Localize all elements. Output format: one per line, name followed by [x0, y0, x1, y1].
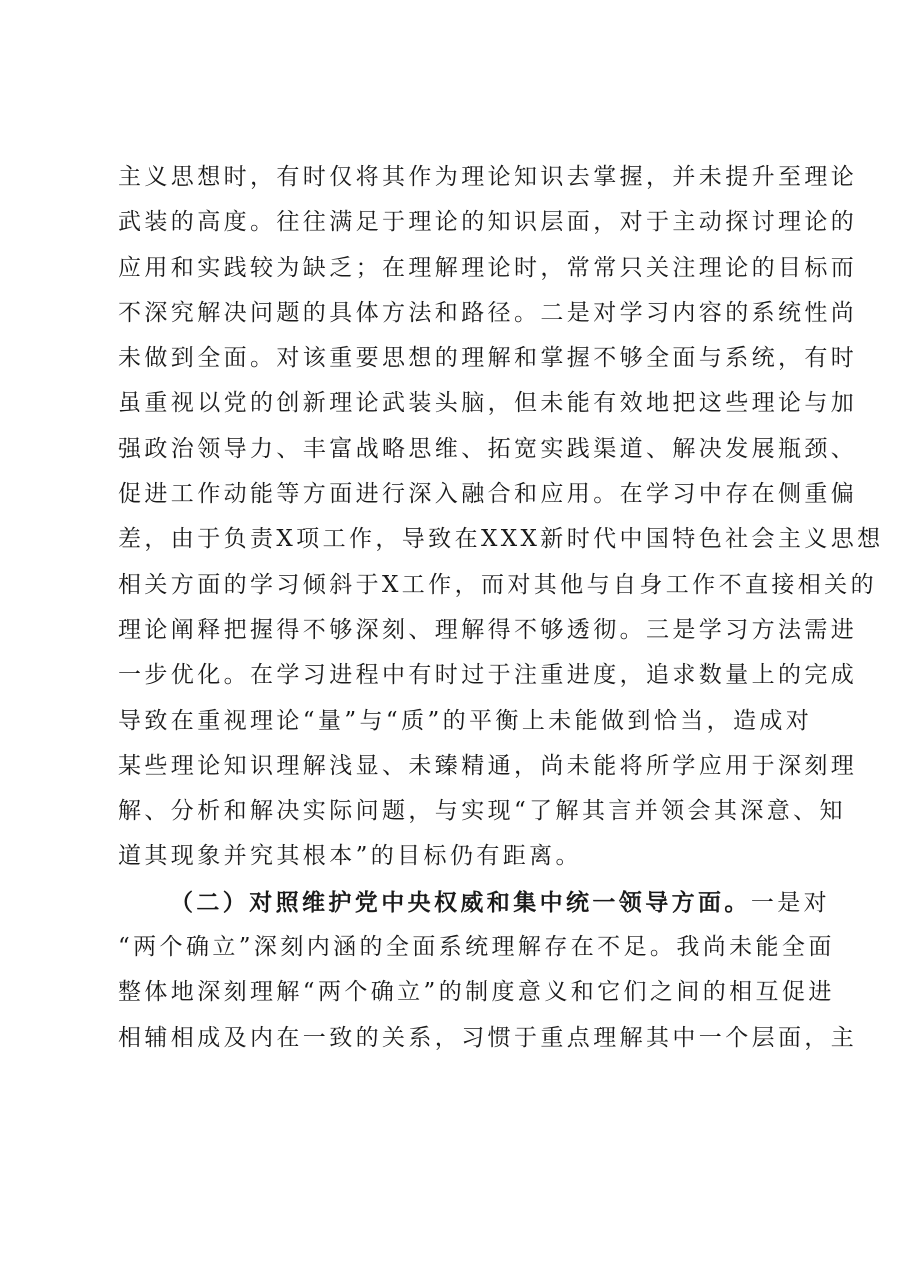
body-line: 理论阐释把握得不够深刻、理解得不够透彻。三是学习方法需进 — [118, 616, 858, 643]
body-line: 未做到全面。对该重要思想的理解和掌握不够全面与系统，有时 — [118, 345, 858, 372]
body-line: 强政治领导力、丰富战略思维、拓宽实践渠道、解决发展瓶颈、 — [118, 435, 858, 462]
document-body — [118, 155, 884, 1061]
body-line: 应用和实践较为缺乏；在理解理论时，常常只关注理论的目标而 — [118, 254, 858, 281]
body-line: 一步优化。在学习进程中有时过于注重进度，追求数量上的完成 — [118, 662, 858, 689]
body-line: 主义思想时，有时仅将其作为理论知识去掌握，并未提升至理论 — [118, 164, 858, 190]
section-heading-continuation: 一是对 — [750, 889, 831, 916]
body-line: “两个确立”深刻内涵的全面系统理解存在不足。我尚未能全面 — [118, 934, 835, 961]
body-line: 促进工作动能等方面进行深入融合和应用。在学习中存在侧重偏 — [118, 481, 858, 508]
body-line: 导致在重视理论“量”与“质”的平衡上未能做到恰当，造成对 — [118, 707, 813, 734]
section-heading-line — [118, 880, 831, 925]
body-line: 差，由于负责X项工作，导致在XXX新时代中国特色社会主义思想 — [118, 526, 884, 553]
body-line: 相辅相成及内在一致的关系，习惯于重点理解其中一个层面，主 — [118, 1024, 858, 1051]
body-line: 虽重视以党的创新理论武装头脑，但未能有效地把这些理论与加 — [118, 390, 858, 417]
body-line: 不深究解决问题的具体方法和路径。二是对学习内容的系统性尚 — [118, 299, 858, 326]
body-line: 武装的高度。往往满足于理论的知识层面，对于主动探讨理论的 — [118, 209, 858, 236]
body-line: 道其现象并究其根本”的目标仍有距离。 — [118, 843, 582, 870]
section-heading: （二）对照维护党中央权威和集中统一领导方面。 — [170, 888, 751, 916]
body-line: 解、分析和解决实际问题，与实现“了解其言并领会其深意、知 — [118, 798, 846, 825]
body-line: 整体地深刻理解“两个确立”的制度意义和它们之间的相互促进 — [118, 979, 835, 1006]
body-line: 相关方面的学习倾斜于X工作，而对其他与自身工作不直接相关的 — [118, 571, 877, 598]
body-line: 某些理论知识理解浅显、未臻精通，尚未能将所学应用于深刻理 — [118, 752, 858, 779]
